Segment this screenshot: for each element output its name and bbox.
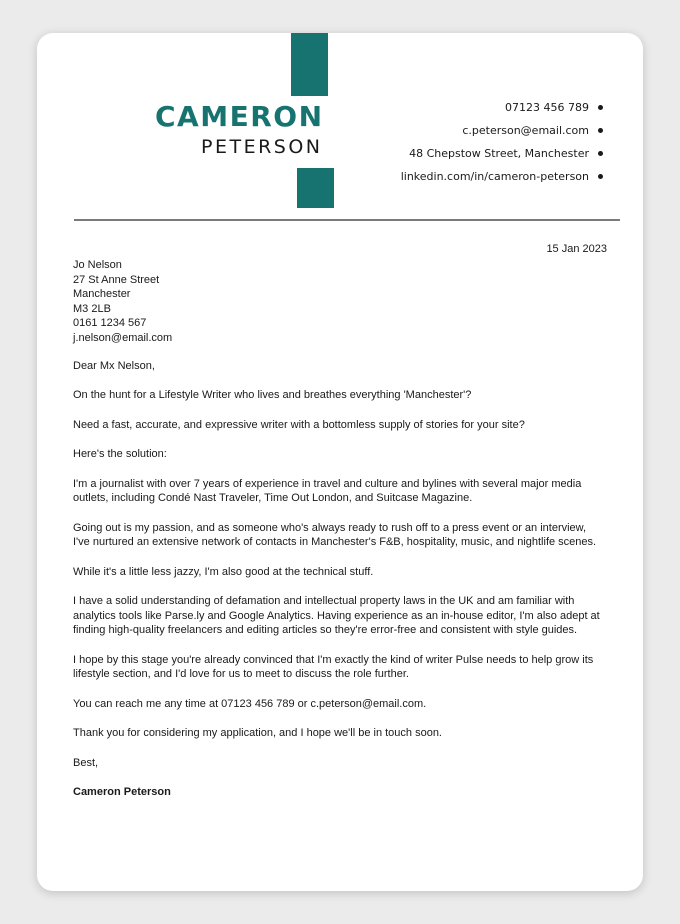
letter-page — [37, 33, 643, 891]
recipient-postcode: M3 2LB — [73, 302, 111, 315]
closing: Best, — [73, 756, 99, 769]
bullet-icon — [598, 151, 603, 156]
bullet-icon — [598, 105, 603, 110]
recipient-street: 27 St Anne Street — [73, 273, 160, 286]
contact-address — [401, 146, 603, 169]
contact-list — [401, 100, 603, 192]
recipient-phone: 0161 1234 567 — [73, 317, 147, 330]
paragraph: Thank you for considering my application, and I hope we'll be in touch soon. — [73, 727, 442, 740]
signature: Cameron Peterson — [73, 786, 171, 799]
header-first-name: CAMERON — [155, 100, 324, 133]
bullet-icon — [598, 128, 603, 133]
salutation: Dear Mx Nelson, — [73, 359, 155, 372]
contact-linkedin — [401, 169, 603, 192]
contact-phone — [401, 100, 603, 123]
header-last-name: PETERSON — [201, 136, 323, 158]
letter-body — [73, 258, 603, 800]
contact-linkedin-text: linkedin.com/in/cameron-peterson — [400, 170, 589, 183]
letter-date: 15 Jan 2023 — [546, 243, 607, 255]
paragraph: I'm a journalist with over 7 years of experience in travel and culture and bylines with several major media outlets, including Condé Nast Traveler, Time Out London, and Suitcase Magazine. — [73, 477, 582, 505]
contact-email — [401, 123, 603, 146]
contact-email-text: c.peterson@email.com — [462, 124, 589, 137]
contact-phone-text: 07123 456 789 — [505, 101, 589, 114]
recipient-email: j.nelson@email.com — [73, 331, 173, 344]
paragraph: On the hunt for a Lifestyle Writer who lives and breathes everything 'Manchester'? — [73, 389, 472, 402]
header-accent-bar-bottom — [297, 168, 334, 208]
bullet-icon — [598, 174, 603, 179]
paragraph: I have a solid understanding of defamation and intellectual property laws in the UK and am familiar with analytics tools like Parse.ly and Google Analytics. Having experience as an in-house editor, I'm also adept at finding high-quality freelancers and editing articles so they're error-free and consistent with style guides. — [73, 595, 600, 637]
paragraph: Here's the solution: — [73, 448, 167, 461]
recipient-city: Manchester — [73, 288, 131, 301]
paragraph: I hope by this stage you're already convinced that I'm exactly the kind of writer Pulse needs to help grow its lifestyle section, and I'd love for us to meet to discuss the role further. — [73, 653, 594, 681]
header-accent-bar-top — [291, 33, 328, 96]
paragraph: You can reach me any time at 07123 456 789 or c.peterson@email.com. — [73, 697, 427, 710]
contact-address-text: 48 Chepstow Street, Manchester — [409, 147, 589, 160]
recipient-address — [73, 258, 603, 346]
recipient-name: Jo Nelson — [73, 259, 122, 271]
paragraph: While it's a little less jazzy, I'm also good at the technical stuff. — [73, 565, 374, 578]
paragraph: Need a fast, accurate, and expressive writer with a bottomless supply of stories for your site? — [73, 418, 525, 431]
header-divider — [74, 219, 620, 221]
paragraph: Going out is my passion, and as someone who's always ready to rush off to a press event or an interview, I've nurtured an extensive network of contacts in Manchester's F&B, hospitality, music, and nightlife scenes. — [73, 521, 597, 549]
